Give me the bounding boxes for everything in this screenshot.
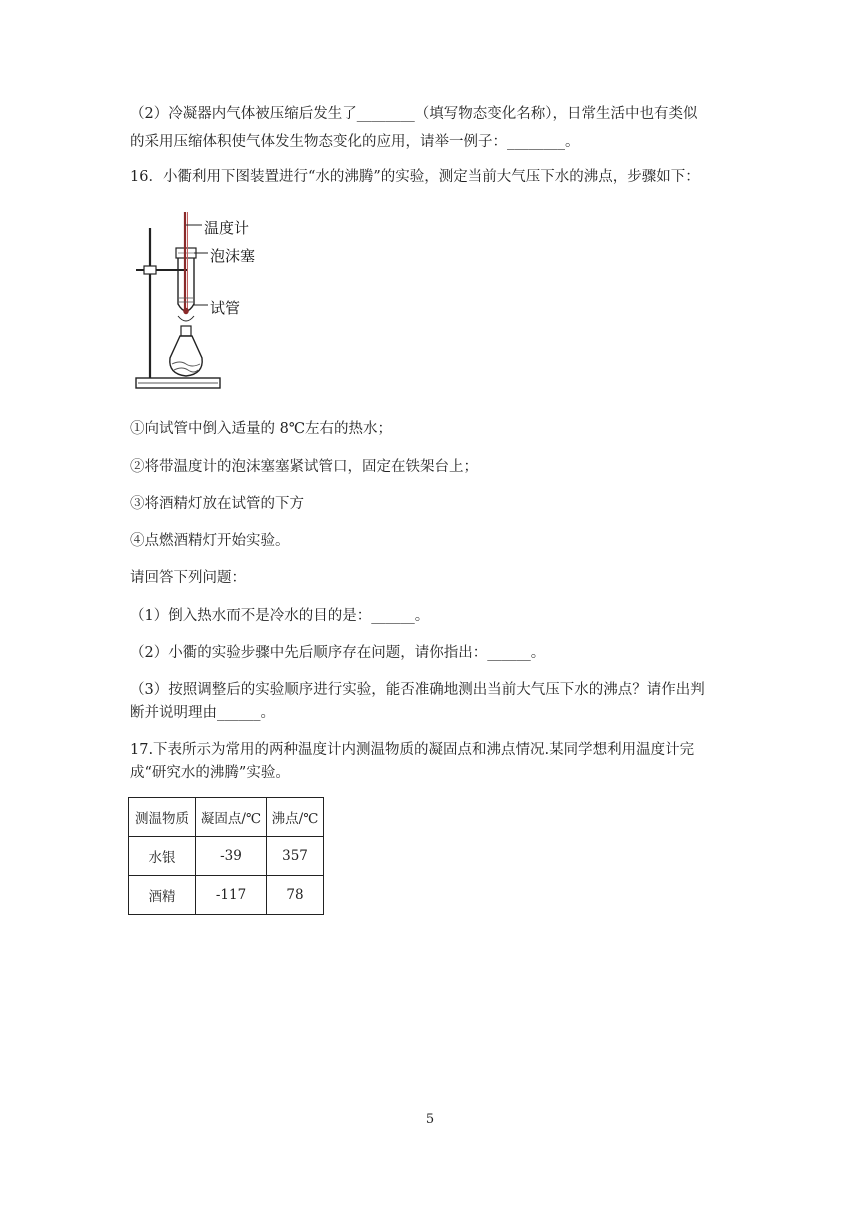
foam-plug-label: 泡沫塞	[210, 247, 256, 265]
table-cell: -39	[196, 837, 267, 876]
boiling-apparatus-figure	[128, 208, 318, 394]
test-tube-label: 试管	[210, 299, 241, 317]
q16-step-4: ④点燃酒精灯开始实验。	[130, 533, 290, 549]
q16-question-3-line1: （3）按照调整后的实验顺序进行实验，能否准确地测出当前大气压下水的沸点？请作出判	[130, 682, 705, 698]
table-cell: 水银	[129, 837, 196, 876]
table-row	[129, 837, 324, 876]
q17-line1: 17.下表所示为常用的两种温度计内测温物质的凝固点和沸点情况.某同学想利用温度计完	[130, 742, 695, 758]
table-header-cell: 测温物质	[129, 798, 196, 837]
q16-intro: 16．小衢利用下图装置进行“水的沸腾”的实验，测定当前大气压下水的沸点，步骤如下：	[130, 169, 700, 185]
table-row	[129, 876, 324, 915]
table-header-cell: 沸点/℃	[267, 798, 324, 837]
q16-question-1: （1）倒入热水而不是冷水的目的是：______。	[130, 608, 430, 624]
table-header-cell: 凝固点/℃	[196, 798, 267, 837]
q15-part2-line2: 的采用压缩体积使气体发生物态变化的应用，请举一例子：________。	[130, 134, 580, 150]
q16-question-3-line2: 断并说明理由______。	[130, 705, 275, 721]
thermometer-substance-table	[128, 797, 324, 915]
q16-step-3: ③将酒精灯放在试管的下方	[130, 496, 304, 512]
q16-step-1: ①向试管中倒入适量的 8℃左右的热水；	[130, 421, 393, 437]
q17-line2: 成“研究水的沸腾”实验。	[130, 765, 290, 781]
table-header-row	[129, 798, 324, 837]
thermometer-label: 温度计	[204, 219, 250, 237]
q16-step-2: ②将带温度计的泡沫塞塞紧试管口，固定在铁架台上；	[130, 459, 478, 475]
q16-prompt: 请回答下列问题：	[130, 570, 246, 586]
page-number: 5	[425, 1112, 435, 1127]
table-cell: 78	[267, 876, 324, 915]
table-cell: 酒精	[129, 876, 196, 915]
table-cell: -117	[196, 876, 267, 915]
q16-question-2: （2）小衢的实验步骤中先后顺序存在问题，请你指出：______。	[130, 645, 546, 661]
table-cell: 357	[267, 837, 324, 876]
q15-part2-line1: （2）冷凝器内气体被压缩后发生了________（填写物态变化名称），日常生活中也有类似	[130, 106, 698, 122]
